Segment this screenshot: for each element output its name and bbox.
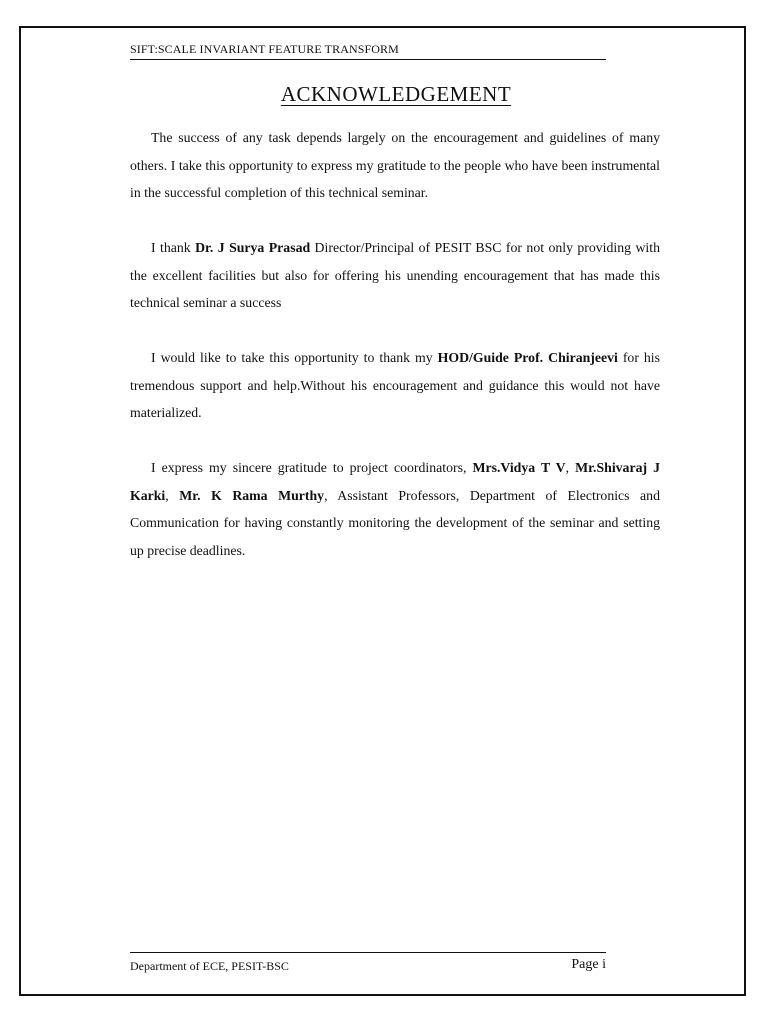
paragraph-success-of-task (130, 124, 660, 207)
page-title (130, 80, 662, 108)
paragraph-text: , (165, 487, 180, 503)
footer-department: Department of ECE, PESIT-BSC (130, 959, 289, 973)
principal-name: Dr. J Surya Prasad (195, 240, 311, 255)
running-footer (130, 952, 606, 973)
paragraph-text: Director/Principal of PESIT BSC for not only providing with the excellent facilities but also for offering his unending encouragement that has made this technical seminar a success (130, 240, 660, 311)
coordinator-name: Mr.Shivaraj J Karki (130, 460, 660, 503)
coordinator-name: Mr. K Rama Murthy (179, 487, 325, 503)
page-number: Page i (571, 957, 606, 972)
paragraph-text: , Assistant Professors, Department of Electronics and Communication for having constantly monitoring the development of the seminar and setting up precise deadlines. (130, 487, 660, 558)
paragraph-text: for his tremendous support and help.Without his encouragement and guidance this would not have materialized. (130, 350, 661, 421)
paragraph-text: , (565, 460, 576, 475)
paragraph-text: The success of any task depends largely on the encouragement and guidelines of many others. I take this opportunity to express my gratitude to the people who have been instrumental in the successful completion of this technical seminar. (130, 130, 660, 201)
paragraph-text: I express my sincere gratitude to project coordinators, (151, 460, 473, 475)
paragraph-thanks-guide (130, 344, 660, 427)
coordinator-name: Mrs.Vidya T V (472, 460, 566, 475)
guide-name: HOD/Guide Prof. Chiranjeevi (437, 350, 618, 365)
page-title-text: ACKNOWLEDGEMENT (280, 82, 512, 106)
paragraph-text: I would like to take this opportunity to thank my (151, 350, 438, 365)
running-header: SIFT:SCALE INVARIANT FEATURE TRANSFORM (130, 42, 606, 60)
paragraph-thanks-principal (130, 234, 660, 317)
paragraph-text: I thank (151, 240, 196, 255)
paragraph-thanks-coordinators (130, 454, 660, 564)
